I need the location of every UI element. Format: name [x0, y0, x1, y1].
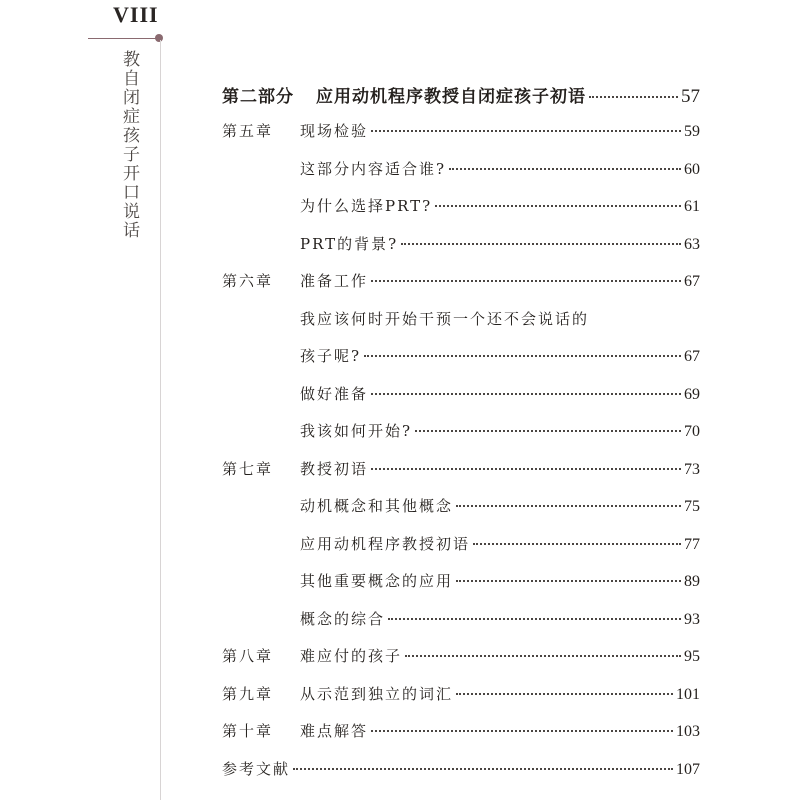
margin-rule [160, 40, 161, 800]
dot-leader [401, 243, 681, 245]
dot-leader [415, 430, 681, 432]
chapter-label: 第七章 [222, 459, 274, 478]
section-title: 其他重要概念的应用 [300, 572, 454, 590]
running-book-title: 教自闭症孩子开口说话 [119, 50, 139, 240]
toc-entry-section [222, 420, 700, 458]
dot-leader [364, 355, 681, 357]
dot-leader [456, 580, 681, 582]
dot-leader [371, 730, 673, 732]
page-number: 89 [684, 573, 700, 590]
chapter-title: 难应付的孩子 [300, 647, 403, 665]
dot-leader [589, 96, 678, 98]
page-number: 75 [684, 498, 700, 515]
section-title: 动机概念和其他概念 [300, 497, 454, 515]
chapter-label: 第六章 [222, 272, 274, 290]
chapter-title: 现场检验 [300, 122, 369, 140]
dot-leader [435, 205, 681, 207]
section-title: 做好准备 [300, 384, 369, 403]
page-number: 107 [676, 760, 700, 778]
page-number: 77 [684, 535, 700, 553]
dot-leader [456, 693, 673, 695]
page-number-roman: VIII [113, 2, 159, 27]
page-number: 73 [684, 460, 700, 478]
section-title-continued: 孩子呢? [300, 347, 362, 365]
dot-leader [371, 280, 681, 282]
page-number: 101 [676, 685, 700, 703]
chapter-label: 第九章 [222, 684, 274, 703]
toc-entry-section [222, 608, 700, 646]
toc-entry-chapter-7 [222, 458, 700, 496]
section-title: 这部分内容适合谁? [300, 159, 447, 178]
dot-leader [371, 130, 681, 132]
page-number: 67 [684, 348, 700, 365]
toc-entry-section [222, 195, 700, 233]
page-number: 93 [684, 610, 700, 628]
toc-entry-references [222, 758, 700, 796]
toc-entry-section [222, 570, 700, 608]
page-number: 61 [684, 198, 700, 215]
chapter-label: 第五章 [222, 122, 274, 140]
part-title: 应用动机程序教授自闭症孩子初语 [316, 87, 586, 107]
toc-entry-section [222, 495, 700, 533]
section-title: 我该如何开始? [300, 422, 413, 440]
page-number: 57 [681, 86, 700, 107]
toc-entry-chapter-9 [222, 683, 700, 721]
toc-entry-chapter-8 [222, 645, 700, 683]
page-number: 67 [684, 273, 700, 290]
chapter-title: 准备工作 [300, 272, 369, 290]
dot-leader [293, 768, 673, 770]
dot-leader [473, 543, 681, 545]
page-number: 59 [684, 123, 700, 140]
chapter-title: 从示范到独立的词汇 [300, 684, 454, 703]
page-number: 95 [684, 648, 700, 665]
toc-entry-section [222, 345, 700, 383]
section-title: 应用动机程序教授初语 [300, 534, 471, 553]
header-rule [88, 38, 158, 39]
page-number: 103 [676, 723, 700, 740]
chapter-label: 第十章 [222, 722, 274, 740]
chapter-title: 难点解答 [300, 722, 369, 740]
dot-leader [371, 393, 681, 395]
chapter-label: 第八章 [222, 647, 274, 665]
dot-leader [456, 505, 681, 507]
dot-leader [449, 168, 681, 170]
table-of-contents [222, 82, 700, 795]
page-number: 70 [684, 423, 700, 440]
part-label: 第二部分 [222, 87, 294, 107]
section-title: PRT的背景? [300, 234, 399, 253]
section-title: 概念的综合 [300, 609, 386, 628]
toc-entry-chapter-5 [222, 120, 700, 158]
references-title: 参考文献 [222, 759, 291, 778]
dot-leader [388, 618, 681, 620]
header-ornament-dot [155, 34, 163, 42]
toc-entry-chapter-6 [222, 270, 700, 308]
toc-entry-section [222, 158, 700, 196]
section-title: 我应该何时开始干预一个还不会说话的 [300, 309, 590, 328]
section-title: 为什么选择PRT? [300, 197, 433, 215]
page-number: 60 [684, 160, 700, 178]
toc-entry-chapter-10 [222, 720, 700, 758]
toc-entry-part-2 [222, 82, 700, 120]
chapter-title: 教授初语 [300, 459, 369, 478]
dot-leader [371, 468, 681, 470]
toc-entry-section [222, 533, 700, 571]
toc-entry-section [222, 308, 700, 346]
dot-leader [405, 655, 681, 657]
toc-entry-section [222, 233, 700, 271]
page-number: 69 [684, 385, 700, 403]
page-number: 63 [684, 235, 700, 253]
toc-entry-section [222, 383, 700, 421]
